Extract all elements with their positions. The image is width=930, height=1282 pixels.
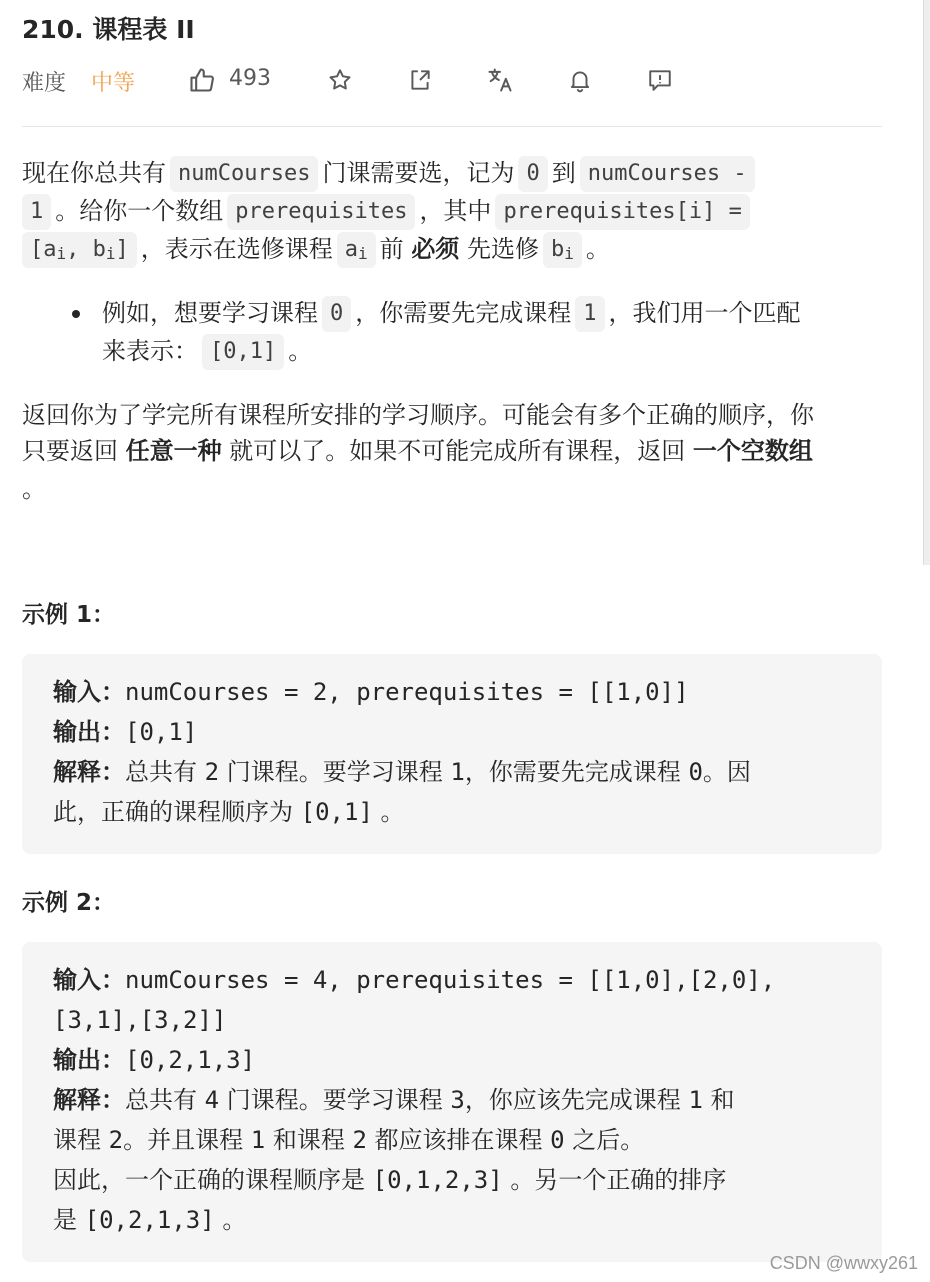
text: 就可以了。如果不可能完成所有课程，返回	[229, 437, 686, 465]
explanation-label: 解释：	[53, 758, 125, 786]
favorite-button[interactable]	[324, 64, 356, 96]
bold-text: 一个空数组	[692, 437, 813, 465]
input-value: numCourses = 2, prerequisites = [[1,0]]	[125, 678, 689, 706]
text: 门课需要选，记为	[322, 159, 515, 187]
bold-text: 任意一种	[125, 437, 222, 465]
description-line	[22, 432, 813, 470]
output-label: 输出：	[53, 718, 125, 746]
description-line: 返回你为了学完所有课程所安排的学习顺序。可能会有多个正确的顺序，你	[22, 401, 814, 429]
subscript: i	[105, 244, 116, 263]
text: 都应该排在课程	[366, 1126, 551, 1154]
mono-text: 0	[688, 758, 703, 786]
mono-text: 4	[204, 1086, 220, 1114]
text: ，其中	[419, 197, 492, 225]
example-explanation	[53, 1160, 726, 1200]
text: 现在你总共有	[22, 159, 166, 187]
inline-code: numCourses	[170, 156, 318, 192]
text: 门课程。要学习课程	[219, 1086, 451, 1114]
text: 先选修	[466, 235, 539, 263]
inline-code: prerequisites[i] =	[495, 194, 749, 230]
description-line	[22, 192, 754, 230]
feedback-icon	[647, 67, 673, 93]
description-line	[22, 154, 759, 192]
code-text: b	[550, 237, 565, 262]
example-explanation	[53, 1080, 735, 1120]
inline-code	[543, 232, 582, 268]
explanation-label: 解释：	[53, 1086, 125, 1114]
watermark: CSDN @wwxy261	[769, 1253, 918, 1273]
share-icon	[407, 67, 433, 93]
example-explanation	[53, 792, 405, 832]
mono-text: 2	[108, 1126, 124, 1154]
description-line: 。	[22, 475, 46, 503]
mono-text: [0,1,2,3]	[372, 1166, 503, 1194]
bullet-line	[102, 294, 801, 332]
mono-text: 1	[250, 1126, 266, 1154]
mono-text: 1	[688, 1086, 703, 1114]
like-button[interactable]	[186, 64, 218, 96]
divider	[22, 126, 882, 127]
example-explanation	[53, 1200, 246, 1240]
example-input	[53, 1000, 226, 1040]
code-text: a	[344, 237, 359, 262]
mono-text: 3	[450, 1086, 465, 1114]
subscript: i	[564, 244, 574, 263]
inline-code: 0	[322, 296, 351, 332]
notification-button[interactable]	[564, 64, 596, 96]
example-explanation	[53, 1120, 644, 1160]
text: 总共有	[125, 1086, 205, 1114]
output-label: 输出：	[53, 1046, 125, 1074]
inline-code: [0,1]	[202, 334, 284, 370]
text: ，表示在选修课程	[140, 235, 333, 263]
share-button[interactable]	[404, 64, 436, 96]
inline-code	[22, 232, 137, 268]
example-output	[53, 712, 197, 752]
input-value: numCourses = 4, prerequisites = [[1,0],[2,0],	[125, 966, 776, 994]
text: 。并且课程	[123, 1126, 251, 1154]
text: 例如，想要学习课程	[102, 299, 318, 327]
input-label: 输入：	[53, 966, 125, 994]
text: 前	[379, 235, 404, 263]
text: 因此，一个正确的课程顺序是	[53, 1166, 373, 1194]
code-text: , b	[66, 237, 106, 262]
text: ，你需要先完成课程	[464, 758, 689, 786]
bold-text: 必须	[411, 235, 460, 263]
bullet-line	[102, 332, 312, 370]
code-text: ]	[115, 237, 129, 262]
description-line	[22, 230, 610, 268]
inline-code: numCourses -	[580, 156, 755, 192]
code-text: [a	[30, 237, 57, 262]
scrollbar[interactable]	[923, 0, 930, 565]
example-2-heading: 示例 2：	[22, 890, 116, 916]
example-2-block	[22, 942, 882, 1262]
inline-code	[337, 232, 376, 268]
text: 和	[702, 1086, 735, 1114]
text: 和课程	[265, 1126, 353, 1154]
feedback-button[interactable]	[644, 64, 676, 96]
text: 此，正确的课程顺序为	[53, 798, 301, 826]
inline-code: 1	[22, 194, 51, 230]
inline-code: prerequisites	[227, 194, 415, 230]
example-1-block	[22, 654, 882, 854]
text: 。	[288, 337, 313, 365]
example-output	[53, 1040, 255, 1080]
text: 门课程。要学习课程	[219, 758, 451, 786]
text: 课程	[53, 1126, 109, 1154]
translate-button[interactable]	[484, 64, 516, 96]
subscript: i	[56, 244, 67, 263]
difficulty-badge: 中等	[91, 71, 136, 96]
text: 总共有	[125, 758, 205, 786]
bullet-dot	[72, 310, 80, 318]
subscript: i	[358, 244, 368, 263]
text: 来表示：	[102, 337, 198, 365]
inline-code: 0	[518, 156, 547, 192]
text: ，你应该先完成课程	[464, 1086, 689, 1114]
text: 。	[372, 798, 405, 826]
mono-text: 2	[352, 1126, 367, 1154]
example-explanation	[53, 752, 751, 792]
text: 只要返回	[22, 437, 118, 465]
bell-icon	[567, 67, 593, 93]
mono-text: [0,2,1,3]	[84, 1206, 215, 1234]
text: 。	[214, 1206, 247, 1234]
inline-code: 1	[575, 296, 604, 332]
input-label: 输入：	[53, 678, 125, 706]
text: 。给你一个数组	[55, 197, 224, 225]
star-icon	[327, 67, 353, 93]
text: ，我们用一个匹配	[608, 299, 801, 327]
text: 。因	[702, 758, 751, 786]
text: 。	[585, 235, 610, 263]
like-count: 493	[229, 66, 271, 91]
example-1-heading: 示例 1：	[22, 602, 116, 628]
output-value: [0,1]	[125, 718, 198, 746]
text: 。另一个正确的排序	[502, 1166, 727, 1194]
example-input	[53, 960, 775, 1000]
mono-text: [0,1]	[300, 798, 373, 826]
text: ，你需要先完成课程	[355, 299, 572, 327]
difficulty-label: 难度	[22, 71, 67, 96]
output-value: [0,2,1,3]	[125, 1046, 256, 1074]
page-title: 210. 课程表 II	[22, 15, 195, 44]
example-input	[53, 672, 689, 712]
mono-text: 2	[204, 758, 220, 786]
text: 到	[551, 159, 576, 187]
text: 是	[53, 1206, 85, 1234]
input-value: [3,1],[3,2]]	[53, 1006, 227, 1034]
mono-text: 0	[550, 1126, 565, 1154]
problem-meta-bar	[22, 60, 882, 100]
thumbs-up-icon	[188, 66, 216, 94]
mono-text: 1	[450, 758, 465, 786]
translate-icon	[486, 66, 514, 94]
text: 之后。	[564, 1126, 645, 1154]
